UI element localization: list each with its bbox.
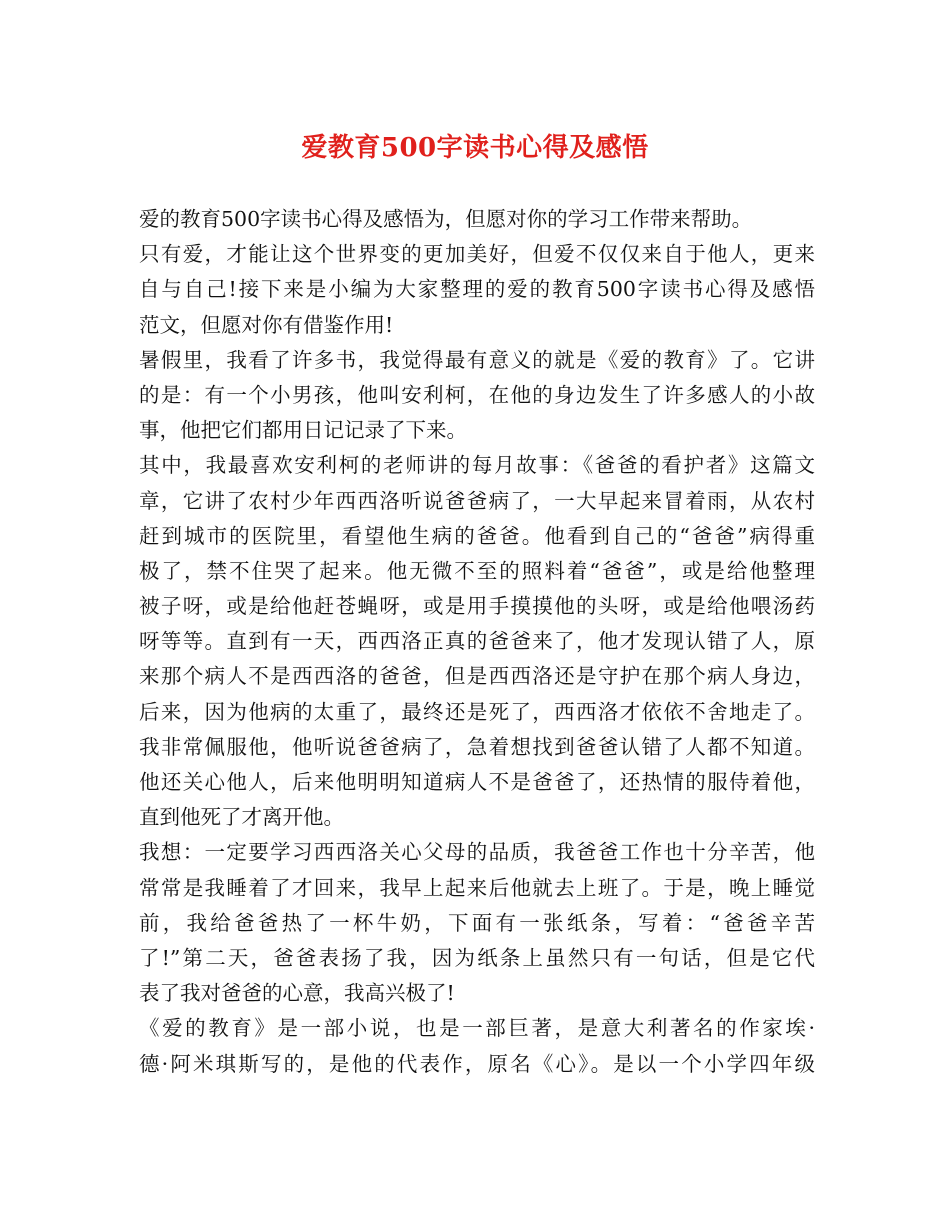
text-line: 直到他死了才离开他。 [139,805,344,830]
text-line: 表了我对爸爸的心意，我高兴极了! [139,981,455,1006]
text-line: 后来，因为他病的太重了，最终还是死了，西西洛才依依不舍地走了。 [139,699,815,724]
text-line: 他还关心他人，后来他明明知道病人不是爸爸了，还热情的服侍着他， [139,770,815,794]
text-line: 事，他把它们都用日记记录了下来。 [139,418,467,443]
document-title: 爱教育500字读书心得及感悟 [301,133,649,163]
text-line: 来那个病人不是西西洛的爸爸，但是西西洛还是守护在那个病人身边， [139,664,815,689]
document-body [139,202,815,1082]
text-line: 德·阿米琪斯写的，是他的代表作，原名《心》。是以一个小学四年级 [139,1051,815,1076]
text-line: 前，我给爸爸热了一杯牛奶，下面有一张纸条，写着：“爸爸辛苦 [139,910,815,935]
text-line: 了!”第二天，爸爸表扬了我，因为纸条上虽然只有一句话，但是它代 [139,945,815,970]
text-line: 其中，我最喜欢安利柯的老师讲的每月故事：《爸爸的看护者》这篇文 [139,453,815,478]
text-line: 被子呀，或是给他赶苍蝇呀，或是用手摸摸他的头呀，或是给他喂汤药 [139,594,815,619]
text-line: 常常是我睡着了才回来，我早上起来后他就去上班了。于是，晚上睡觉 [139,875,815,900]
text-line: 只有爱，才能让这个世界变的更加美好，但爱不仅仅来自于他人，更来 [139,242,815,267]
text-line: 自与自己!接下来是小编为大家整理的爱的教育500字读书心得及感悟 [139,277,815,302]
text-line: 暑假里，我看了许多书，我觉得最有意义的就是《爱的教育》了。它讲 [139,347,815,372]
text-line: 章，它讲了农村少年西西洛听说爸爸病了，一大早起来冒着雨，从农村 [139,488,815,513]
text-line: 范文，但愿对你有借鉴作用! [139,312,394,337]
text-line: 爱的教育500字读书心得及感悟为，但愿对你的学习工作带来帮助。 [139,207,753,231]
text-line: 我想：一定要学习西西洛关心父母的品质，我爸爸工作也十分辛苦，他 [139,840,815,865]
text-line: 呀等等。直到有一天，西西洛正真的爸爸来了，他才发现认错了人，原 [139,629,815,654]
text-line: 《爱的教育》是一部小说，也是一部巨著，是意大利著名的作家埃· [139,1016,815,1041]
text-line: 赶到城市的医院里，看望他生病的爸爸。他看到自己的“爸爸”病得重 [139,523,815,548]
text-line: 我非常佩服他，他听说爸爸病了，急着想找到爸爸认错了人都不知道。 [139,734,815,759]
text-line: 极了，禁不住哭了起来。他无微不至的照料着“爸爸”，或是给他整理 [139,558,815,583]
text-line: 的是：有一个小男孩，他叫安利柯，在他的身边发生了许多感人的小故 [139,382,815,407]
